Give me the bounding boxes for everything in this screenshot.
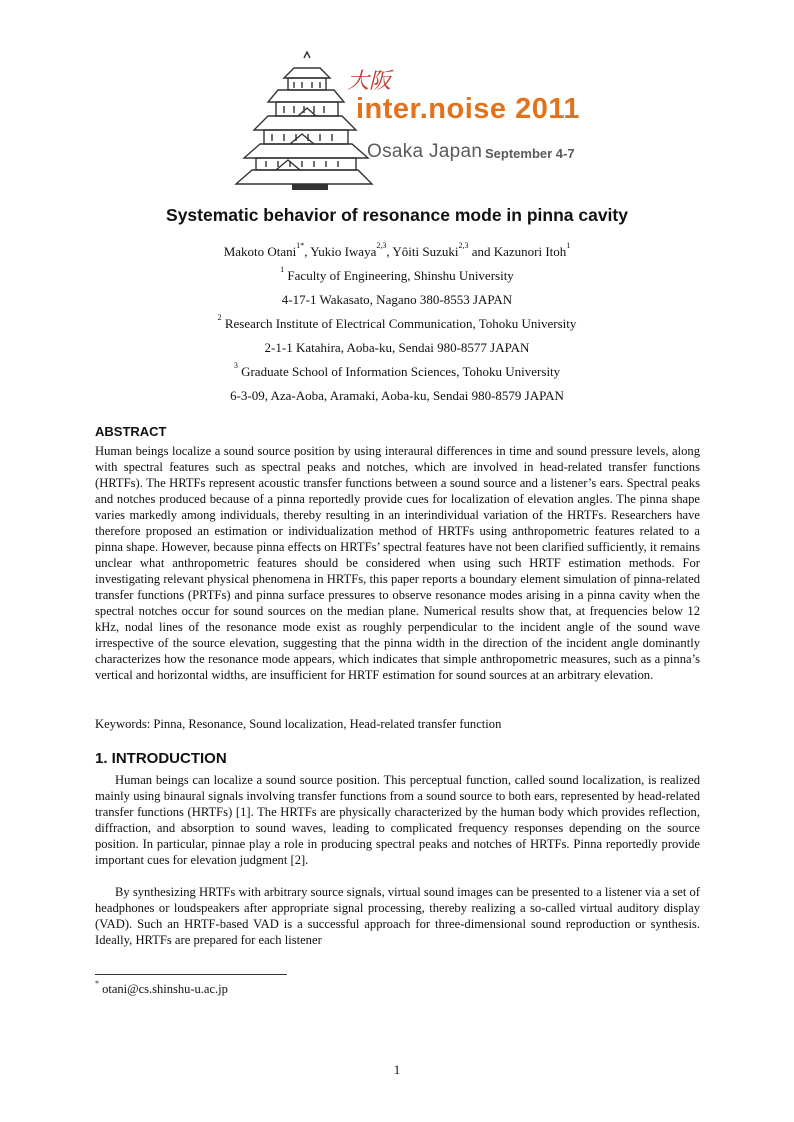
page-number: 1 [393,1062,401,1077]
affiliation-name [0,313,794,332]
footnote-mark: * [95,979,99,988]
author-name: Makoto Otani [223,244,297,259]
affiliation-address: 4-17-1 Wakasato, Nagano 380-8553 JAPAN [281,292,513,307]
affiliation-address: 6-3-09, Aza-Aoba, Aramaki, Aoba-ku, Sendai 980-8579 JAPAN [230,388,564,403]
author-affiliation-mark: 2,3 [458,241,469,250]
paper-title: Systematic behavior of resonance mode in pinna cavity [166,205,628,225]
author-list [0,241,794,260]
author-affiliation-mark: 1 [566,241,571,250]
affiliation-name [0,361,794,380]
affiliation-name [0,265,794,284]
abstract-heading: ABSTRACT [95,424,167,439]
author-name: and Kazunori Itoh [468,244,567,259]
footnote [95,979,228,997]
footnote-email: otani@cs.shinshu-u.ac.jp [99,982,228,996]
introduction-heading: 1. INTRODUCTION [95,750,227,767]
logo-kanji: 大阪 [347,69,392,94]
logo-city: Osaka Japan [367,141,483,162]
introduction-paragraph-2: By synthesizing HRTFs with arbitrary source signals, virtual sound images can be presented to a listener via a set of headphones or loudspeakers after appropriate signal processing, thereby realizing a so-called virtual auditory display (VAD). Such an HRTF-based VAD is a successful approach for three-dimensional sound reproduction or synthesis. Ideally, HRTFs are prepared for each listener [95,885,700,947]
affiliation-mark: 2 [217,313,222,322]
affiliation-mark: 1 [280,265,285,274]
author-affiliation-mark: 2,3 [376,241,387,250]
author-name: , Yukio Iwaya [304,244,377,259]
logo-conference-name: inter.noise 2011 [356,93,581,125]
author-name: , Yôiti Suzuki [386,244,459,259]
introduction-paragraph-1: Human beings can localize a sound source position. This perceptual function, called sound localization, is realized mainly using binaural signals involving transfer functions from a sound source to both ears, represented by head-related transfer functions (HRTFs) [1]. The HRTFs are physically characterized by the human body which provides reflection, diffraction, and absorption to sound waves, leading to complicated frequency responses depending on the source position. In particular, pinnae play a role in producing spectral peaks and notches of HRTFs. Pinna reportedly provide important cues for elevation judgment [2]. [95,773,700,867]
abstract-body: Human beings localize a sound source position by using interaural differences in time and sound pressure levels, along with spectral features such as spectral peaks and notches, which are involved in head-related transfer functions (HRTFs). The HRTFs represent acoustic transfer functions between a sound source and a listener’s ears. Spectral peaks and notches produced because of a pinna reportedly provide cues for localization of elevation angles. The pinna shape varies markedly among individuals, thereby resulting in an interindividual variation of the HRTFs. Researchers have therefore proposed an estimation or individualization method of HRTFs using anthropometric features related to a pinna shape. However, because pinna effects on HRTFs’ spectral features have not been clarified sufficiently, it remains unclear what anthropometric features should be considered when using such HRTF estimation methods. For investigating relevant physical phenomena in HRTFs, this paper reports a boundary element simulation of pinna-related transfer functions (PRTFs) and pinna surface pressures to observe resonance modes arising in a pinna cavity when the spectral notches occur for sound sources on the median plane. Numerical results show that, at frequencies below 12 kHz, nodal lines of the resonance mode exist as roughly perpendicular to the incident angle of the sound wave irrespective of the source elevation, suggesting that the pinna width in the direction of the incident angle dominantly characterizes how the resonance mode appears, which indicates that simple anthropometric measures, such as a pinna’s vertical and horizontal widths, are insufficient for HRTF estimation for sound sources at an arbitrary elevation. [95,444,700,682]
keywords: Keywords: Pinna, Resonance, Sound localization, Head-related transfer function [95,717,502,731]
affiliation-text: Research Institute of Electrical Communication, Tohoku University [221,316,577,331]
affiliation-text: Graduate School of Information Sciences, Tohoku University [237,364,561,379]
affiliation-address: 2-1-1 Katahira, Aoba-ku, Sendai 980-8577 JAPAN [264,340,530,355]
logo-dates: September 4-7 [485,146,575,161]
footnote-divider [95,974,287,975]
affiliation-mark: 3 [233,361,238,370]
author-affiliation-mark: 1* [296,241,305,250]
affiliation-text: Faculty of Engineering, Shinshu University [284,268,514,283]
